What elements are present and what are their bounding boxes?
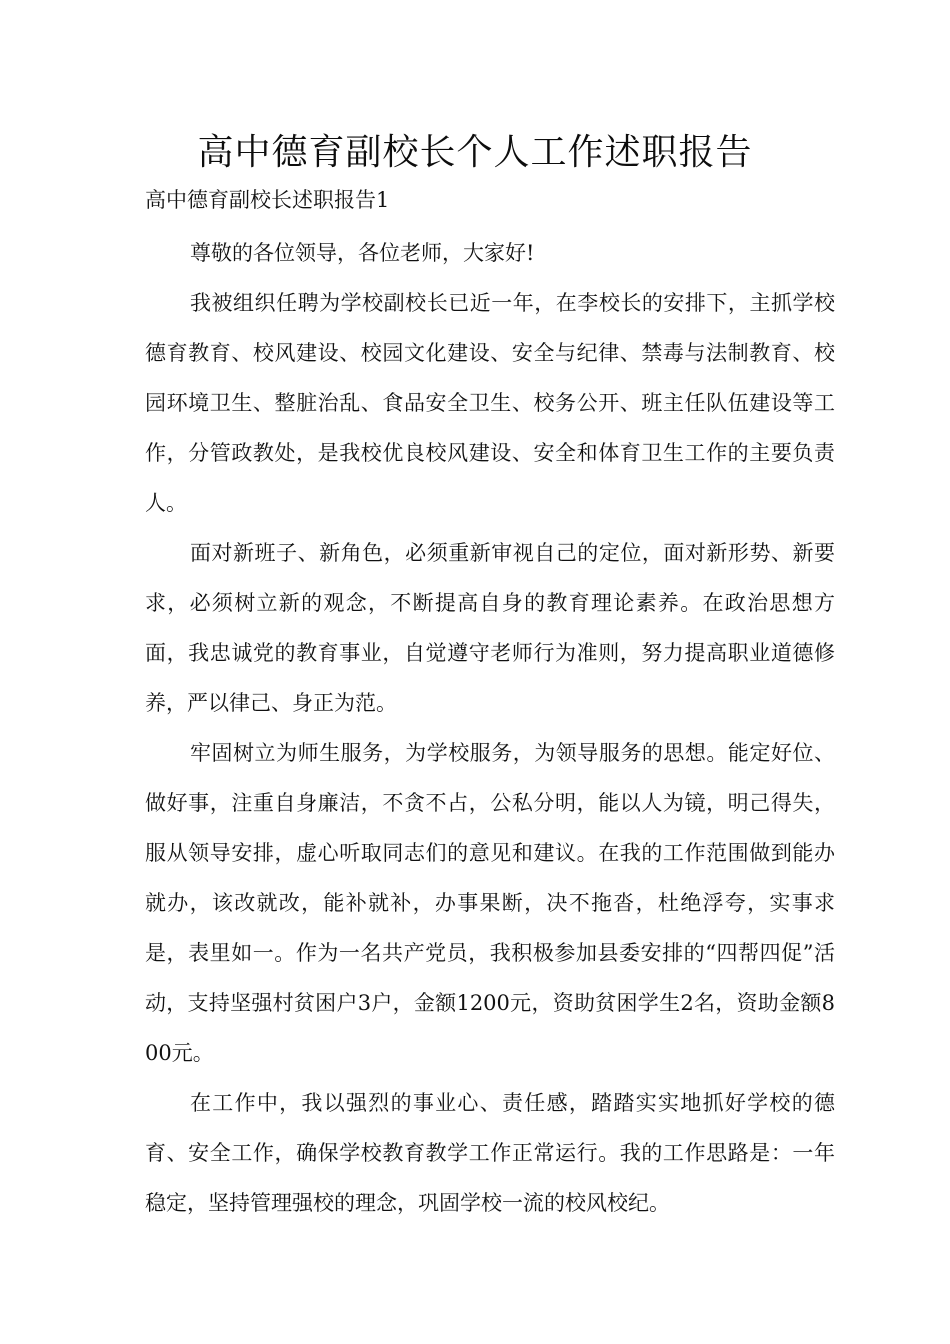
paragraph-responsibilities: 我被组织任聘为学校副校长已近一年，在李校长的安排下，主抓学校德育教育、校风建设、校园文化建设、安全与纪律、禁毒与法制教育、校园环境卫生、整脏治乱、食品安全卫生、校务公开、班主任队伍建设等工作，分管政教处，是我校优良校风建设、安全和体育卫生工作的主要负责人。 [145, 291, 835, 515]
document-body [145, 228, 835, 1228]
document-title: 高中德育副校长个人工作述职报告 [197, 132, 753, 173]
paragraph-greeting: 尊敬的各位领导，各位老师，大家好! [190, 241, 535, 265]
document-subtitle: 高中德育副校长述职报告1 [145, 188, 390, 212]
paragraph-service: 牢固树立为师生服务，为学校服务，为领导服务的思想。能定好位、做好事，注重自身廉洁，不贪不占，公私分明，能以人为镜，明己得失，服从领导安排，虚心听取同志们的意见和建议。在我的工作范围做到能办就办，该改就改，能补就补，办事果断，决不拖沓，杜绝浮夸，实事求是，表里如一。作为一名共产党员，我积极参加县委安排的“四帮四促”活动，支持坚强村贫困户3户，金额1200元，资助贫困学生2名，资助金额800元。 [145, 741, 835, 1065]
paragraph-new-role: 面对新班子、新角色，必须重新审视自己的定位，面对新形势、新要求，必须树立新的观念，不断提高自身的教育理论素养。在政治思想方面，我忠诚党的教育事业，自觉遵守老师行为准则，努力提高职业道德修养，严以律己、身正为范。 [145, 541, 835, 715]
paragraph-work: 在工作中，我以强烈的事业心、责任感，踏踏实实地抓好学校的德育、安全工作，确保学校教育教学工作正常运行。我的工作思路是：一年稳定，坚持管理强校的理念，巩固学校一流的校风校纪。 [145, 1091, 835, 1215]
